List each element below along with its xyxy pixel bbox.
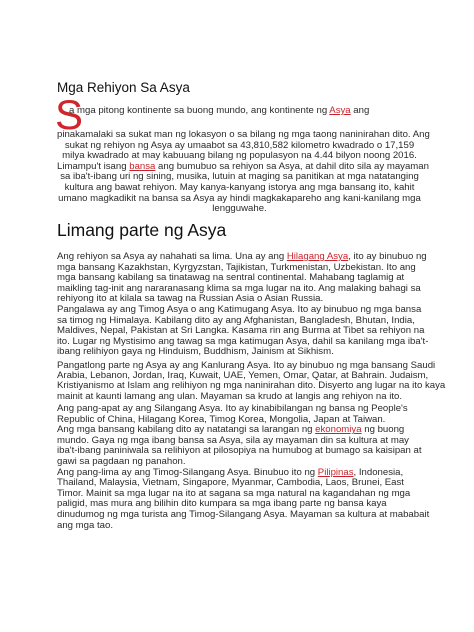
text-line xyxy=(57,171,422,182)
text-span: Pangalawa ay ang Timog Asya o ang Katimugang Asya. Ito ay binubuo ng mga bansa xyxy=(57,304,422,315)
text-span: Ang mga bansang kabilang dito ay natatangi sa larangan ng xyxy=(57,424,316,436)
text-line xyxy=(57,140,422,151)
text-span: ibang relihiyon gaya ng Hinduism, Buddhism, Jainism at Sikhism. xyxy=(57,346,334,358)
text-line xyxy=(57,129,430,140)
text-span: iba't-ibang paniniwala sa relihiyon at pilosopiya na humubog at bumago sa kaisipan at xyxy=(57,445,422,457)
text-span: Ang pang-lima ay ang Timog-Silangang Asya. Binubuo ito ng xyxy=(57,466,318,478)
text-line xyxy=(69,105,369,116)
text-span: Thailand, Malaysia, Vietnam, Singapore, Myanmar, Cambodia, Laos, Brunei, East xyxy=(57,477,404,489)
text-span: kultura ang bawat rehiyon. May kanya-kanyang istorya ang mga bansang ito, kahit xyxy=(64,182,415,193)
text-span: Pangatlong parte ng Asya ay ang Kanlurang Asya. Ito ay binubuo ng mga bansang Saudi xyxy=(57,360,436,371)
text-span: sukat ng rehiyon ng Asya ay umaabot sa 43,810,582 kilometro kwadrado o 17,159 xyxy=(64,139,415,151)
text-span: lengguwahe. xyxy=(212,203,267,215)
text-span: Maldives, Nepal, Pakistan at Sri Langka. Kasama rin ang Burma at Tibet sa rehiyon na xyxy=(57,325,425,337)
text-line xyxy=(57,283,421,294)
text-span: paligid, mas mura ang bilihin dito kumpara sa mga ibang parte ng bansa kaya xyxy=(57,498,387,510)
text-line xyxy=(57,304,421,315)
text-line xyxy=(57,498,387,509)
text-span: umano magkadikit na bansa sa Asya ay hindi magkakapareho ang kani-kanilang mga xyxy=(58,192,421,204)
text-span: ito. Lugar ng Mystisimo ang tawag sa mga katimugan Asya, dahil sa kanilang mga iba't- xyxy=(57,335,429,347)
section-heading: Mga Rehiyon Sa Asya xyxy=(57,80,190,95)
text-span: Timor. Mainit sa mga lugar na ito at sagana sa mga natural na kagandahan ng mga xyxy=(57,487,411,499)
text-span: ng buong xyxy=(361,424,405,436)
text-span: a mga pitong kontinente sa buong mundo, ang kontinente ng xyxy=(69,105,330,116)
text-span: gawi sa pagdaan ng panahon. xyxy=(57,456,186,467)
text-line xyxy=(57,403,408,414)
text-span: rehiyong ito at kilala sa tawag na Russian Asia o Asian Russia. xyxy=(57,293,324,305)
text-line xyxy=(57,182,422,193)
text-span: Limampu't isang xyxy=(57,160,130,172)
inline-link[interactable]: Pilipinas xyxy=(317,466,354,478)
text-line xyxy=(57,467,403,478)
inline-link[interactable]: Hilagang Asya xyxy=(286,251,349,262)
text-line xyxy=(57,315,415,326)
text-line xyxy=(57,488,410,499)
text-line xyxy=(57,193,422,204)
text-span: dinudumog ng mga turista ang Timog-Silangang Asya. Mayaman sa kultura at mababait xyxy=(57,509,430,520)
inline-link[interactable]: ekonomiya xyxy=(315,424,362,436)
subsection-heading: Limang parte ng Asya xyxy=(57,220,227,240)
text-span: Ang rehiyon sa Asya ay nahahati sa lima. Una ay ang xyxy=(57,251,287,262)
text-line xyxy=(57,251,427,262)
text-span: ang xyxy=(350,105,370,116)
text-span: Arabia, Lebanon, Jordan, Iraq, Kuwait, UAE, Yemen, Omar, Qatar, at Bahrain. Judaism, xyxy=(57,370,429,382)
text-span: mainit at kaunti lamang ang ulan. Mayaman sa krudo at langis ang rehiyon na ito. xyxy=(57,390,403,402)
text-line xyxy=(57,346,334,357)
text-span: Republic of China, Hilagang Korea, Timog Korea, Mongolia, Japan at Taiwan. xyxy=(57,413,386,425)
text-span: pinakamalaki sa sukat man ng lokasyon o sa bilang ng mga taong naninirahan dito. Ang xyxy=(57,129,430,140)
text-span: mundo. Gaya ng mga ibang bansa sa Asya, sila ay mayaman din sa kultura at may xyxy=(57,434,409,446)
text-span: sa iba't-ibang uri ng sining, musika, lutuin at maging sa panitikan at mga natatanging xyxy=(60,171,419,183)
text-line xyxy=(57,520,113,531)
text-line xyxy=(57,414,385,425)
text-span: Ang pang-apat ay ang Silangang Asya. Ito ay kinabibilangan ng bansa ng People's xyxy=(57,403,408,414)
text-line xyxy=(57,456,186,467)
text-line xyxy=(57,293,323,304)
text-line xyxy=(57,509,429,520)
text-span: , ito ay binubuo ng xyxy=(348,251,427,262)
text-line xyxy=(57,160,429,172)
text-line xyxy=(57,150,422,161)
text-span: ang mga tao. xyxy=(57,519,114,531)
text-line xyxy=(57,203,422,214)
text-line xyxy=(57,262,416,273)
text-span: ang bumubuo sa rehiyon sa Asya, at dahil dito sila ay mayaman xyxy=(155,160,429,172)
text-line xyxy=(57,272,404,283)
text-span: Kristiyanismo at Islam ang relihiyon ng mga naninirahan dito. Disyerto ang lugar na ito kaya xyxy=(57,380,446,392)
text-span: milya kwadrado at may kabuuang bilang ng populasyon na 4.44 bilyon noong 2016. xyxy=(62,150,417,162)
text-line xyxy=(57,336,428,347)
text-line xyxy=(57,391,402,402)
text-span: maikling tag-init ang nararanasang klima sa mga lugar na ito. Ang malaking bahagi sa xyxy=(57,282,421,294)
text-span: sa timog ng Himalaya. Kabilang dito ay ang Afghanistan, Bangladesh, Bhutan, India, xyxy=(57,314,415,326)
inline-link[interactable]: Asya xyxy=(329,105,351,116)
text-span: mga bansang Kazakhstan, Kyrgyzstan, Tajikistan, Turkmenistan, Uzbekistan. Ito ang xyxy=(57,261,416,273)
text-line xyxy=(57,477,404,488)
text-line xyxy=(57,435,409,446)
drop-cap-letter: S xyxy=(55,91,84,138)
text-line xyxy=(57,445,422,456)
text-line xyxy=(57,325,424,336)
text-span: , Indonesia, xyxy=(353,466,404,478)
text-span: mga bansang kabilang sa tinatawag na sentral continental. Mahabang taglamig at xyxy=(57,272,405,284)
text-line xyxy=(57,424,404,435)
inline-link[interactable]: bansa xyxy=(129,160,156,172)
